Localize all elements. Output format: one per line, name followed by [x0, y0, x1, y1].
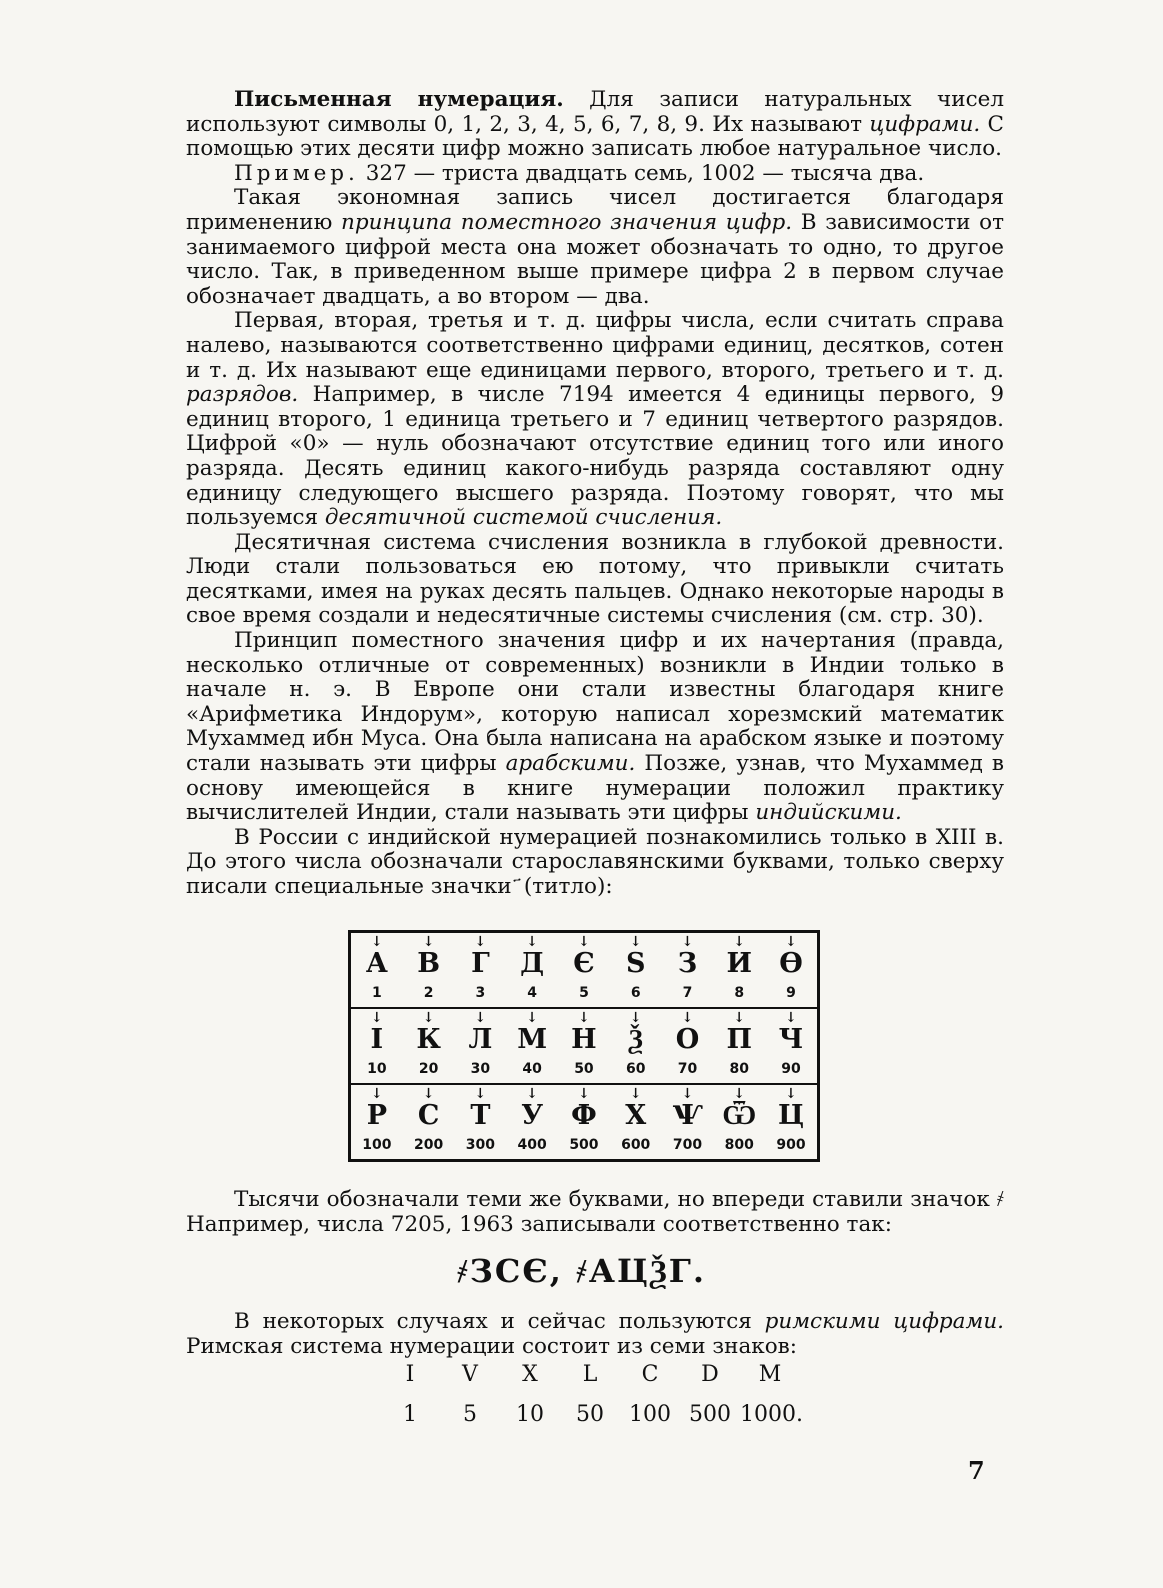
value-cell: 70 [677, 1061, 698, 1077]
letter-cell: ↓ Т [455, 1092, 505, 1131]
letter-cell: ↓ Р [352, 1092, 402, 1131]
letter-cell: ↓ О [662, 1016, 712, 1055]
paragraph-india [186, 629, 1004, 826]
value-cell: 300 [465, 1137, 496, 1153]
paragraph-positional [186, 186, 1004, 309]
value-cell: 9 [786, 985, 796, 1001]
value-cell: 7 [682, 985, 693, 1001]
p4-mid: Например, в числе 7194 имеется 4 единицы первого, 9 единиц второго, 1 единица третьего и 7 единиц четвертого разрядов. Цифрой «0» — нуль обозначают отсутствие единиц того или иного разряда. Десять единиц какого-нибудь разряда составляют одну единицу следующего высшего разряда. Поэтому говорят, что мы пользуемся [186, 382, 1004, 531]
roman-symbols-row [380, 1362, 800, 1387]
paragraph-written-numeration [186, 88, 1004, 162]
roman-text [186, 1310, 1004, 1359]
value-cell: 2 [423, 985, 434, 1001]
values-row [351, 1131, 817, 1159]
roman-value: 100 [629, 1402, 671, 1427]
letter-cell: ↓ І [352, 1016, 402, 1055]
letter-cell: ↓ Ѿ [714, 1092, 764, 1131]
p4-term-1: разрядов. [186, 382, 299, 408]
example-label: Пример. [234, 160, 359, 186]
roman-value: 1 [403, 1402, 417, 1427]
paragraph-example [186, 162, 1004, 187]
p6-start: Принцип поместного значения цифр и их начертания (правда, несколько отличные от современных) возникли в Индии только в начале н. э. В Европе они стали известны благодаря книге «Арифметика Индорум», которую написал хорезмский математик Мухаммед ибн Муса. Она была написана на арабском языке и поэтому стали называть эти цифры [186, 628, 1004, 777]
letter-cell: ↓ Д [507, 940, 557, 979]
letter-cell: ↓ Ѱ [662, 1092, 712, 1131]
table-row-tens [351, 1007, 817, 1083]
value-cell: 4 [527, 985, 538, 1001]
values-row [351, 979, 817, 1007]
letter-cell: ↓ И [714, 940, 764, 979]
paragraph-decimal-history: Десятичная система счисления возникла в глубокой древности. Люди стали пользоваться ею потому, что привыкли считать десятками, имея на руках десять пальцев. Однако некоторые народы в свое время создали и недесятичные системы счисления (см. стр. 30). [186, 529, 1004, 629]
value-cell: 500 [569, 1137, 599, 1153]
slavonic-numerals-table [348, 930, 820, 1162]
roman-value: 50 [576, 1402, 604, 1427]
letters-row [351, 1085, 817, 1131]
roman-value: 5 [463, 1402, 477, 1427]
letter-cell: ↓ Н [559, 1016, 609, 1055]
p9-end: Римская система нумерации состоит из семи знаков: [186, 1333, 798, 1359]
letters-row [351, 1009, 817, 1055]
value-cell: 900 [776, 1137, 806, 1153]
letter-cell: ↓ Ѕ [611, 940, 661, 979]
main-text [186, 88, 1004, 900]
p9-start: В некоторых случаях и сейчас пользуются [234, 1309, 765, 1334]
section-heading: Письменная нумерация. [234, 87, 564, 112]
p3-end: В зависимости от занимаемого цифрой места она может обозначать то одно, то другое число. Так, в приведенном выше примере цифра 2 в первом случае обозначает двадцать, а во втором — два. [186, 209, 1004, 309]
letter-cell: ↓ П [714, 1016, 764, 1055]
letter-cell: ↓ А [352, 940, 402, 979]
value-cell: 1 [372, 985, 382, 1001]
p4-term-2: десятичной системой счисления. [324, 505, 723, 531]
value-cell: 8 [734, 985, 745, 1001]
p1-term: цифрами. [869, 111, 981, 137]
roman-symbol: M [758, 1362, 782, 1387]
p3-start: Такая экономная запись чисел достигается благодаря применению [186, 185, 1004, 235]
letter-cell: ↓ М [507, 1016, 557, 1055]
value-cell: 60 [625, 1061, 646, 1077]
paragraph-digits [186, 309, 1004, 530]
letter-cell: ↓ Х [611, 1092, 661, 1131]
value-cell: 400 [517, 1137, 547, 1153]
roman-symbol: D [701, 1362, 719, 1387]
slavonic-sample-notation: ҂ЗСЄ, ҂АЦѮГ. [456, 1252, 706, 1290]
letter-cell: ↓ У [507, 1092, 557, 1131]
value-cell: 6 [630, 985, 641, 1001]
letter-cell: ↓ Ч [766, 1016, 816, 1055]
letter-cell: ↓ Ц [766, 1092, 816, 1131]
paragraph-roman [186, 1310, 1004, 1359]
letter-cell: ↓ Є [559, 940, 609, 979]
thousands-text [186, 1188, 1004, 1237]
roman-values-row [380, 1402, 803, 1427]
p6-term-1: арабскими. [505, 751, 636, 777]
example-text: 327 — триста двадцать семь, 1002 — тысяча два. [358, 160, 925, 186]
p6-mid: Позже, узнав, что Мухаммед в основу имеющейся в книге нумерации положил практику вычислителей Индии, стали называть эти цифры [186, 751, 1004, 826]
letter-cell: ↓ Ѯ [611, 1016, 661, 1055]
value-cell: 600 [621, 1137, 651, 1153]
letter-cell: ↓ Ѳ [766, 940, 816, 979]
value-cell: 700 [672, 1137, 703, 1153]
value-cell: 200 [414, 1137, 444, 1153]
roman-symbol: L [582, 1362, 598, 1387]
table-row-hundreds [351, 1083, 817, 1159]
value-cell: 100 [362, 1137, 392, 1153]
p4-start: Первая, вторая, третья и т. д. цифры числа, если считать справа налево, называются соответственно цифрами единиц, десятков, сотен и т. д. Их называют еще единицами первого, второго, третьего и т. д. [186, 308, 1004, 383]
paragraph-thousands: Тысячи обозначали теми же буквами, но впереди ставили значок ҂ Например, числа 7205, 1963 записывали соответственно так: [186, 1187, 1004, 1237]
value-cell: 20 [418, 1061, 439, 1077]
roman-symbol: C [641, 1362, 659, 1387]
letter-cell: ↓ Ф [559, 1092, 609, 1131]
value-cell: 90 [781, 1061, 801, 1077]
value-cell: 5 [579, 985, 589, 1001]
letter-cell: ↓ К [404, 1016, 454, 1055]
table-row-units [351, 933, 817, 1007]
roman-value: 500 [689, 1402, 731, 1427]
value-cell: 80 [729, 1061, 749, 1077]
value-cell: 800 [724, 1137, 754, 1153]
roman-symbol: X [522, 1362, 538, 1387]
value-cell: 30 [470, 1061, 491, 1077]
value-cell: 40 [522, 1061, 542, 1077]
p6-term-2: индийскими. [755, 800, 902, 826]
p9-term: римскими цифрами. [764, 1309, 1004, 1334]
p3-term: принципа поместного значения цифр. [340, 209, 793, 235]
roman-value: 10 [516, 1402, 544, 1427]
letter-cell: ↓ З [662, 940, 712, 979]
p1-end: С помощью этих десяти цифр можно записать любое натуральное число. [186, 111, 1004, 162]
value-cell: 3 [475, 985, 486, 1001]
values-row [351, 1055, 817, 1083]
roman-value: 1000. [740, 1402, 803, 1427]
letters-row [351, 933, 817, 979]
value-cell: 50 [574, 1061, 594, 1077]
letter-cell: ↓ В [404, 940, 454, 979]
letter-cell: ↓ Л [455, 1016, 505, 1055]
value-cell: 10 [367, 1061, 387, 1077]
letter-cell: ↓ С [404, 1092, 454, 1131]
roman-symbol: I [405, 1362, 415, 1387]
roman-symbol: V [462, 1362, 478, 1387]
paragraph-russia: В России с индийской нумерацией познакомились только в XIII в. До этого числа обозначали старославянскими буквами, только сверху писали специальные значки ҃ (титло): [186, 824, 1004, 899]
page-number: 7 [968, 1456, 985, 1485]
p1-text: Для записи натуральных чисел используют символы 0, 1, 2, 3, 4, 5, 6, 7, 8, 9. Их называют [186, 87, 1004, 137]
letter-cell: ↓ Г [455, 940, 505, 979]
